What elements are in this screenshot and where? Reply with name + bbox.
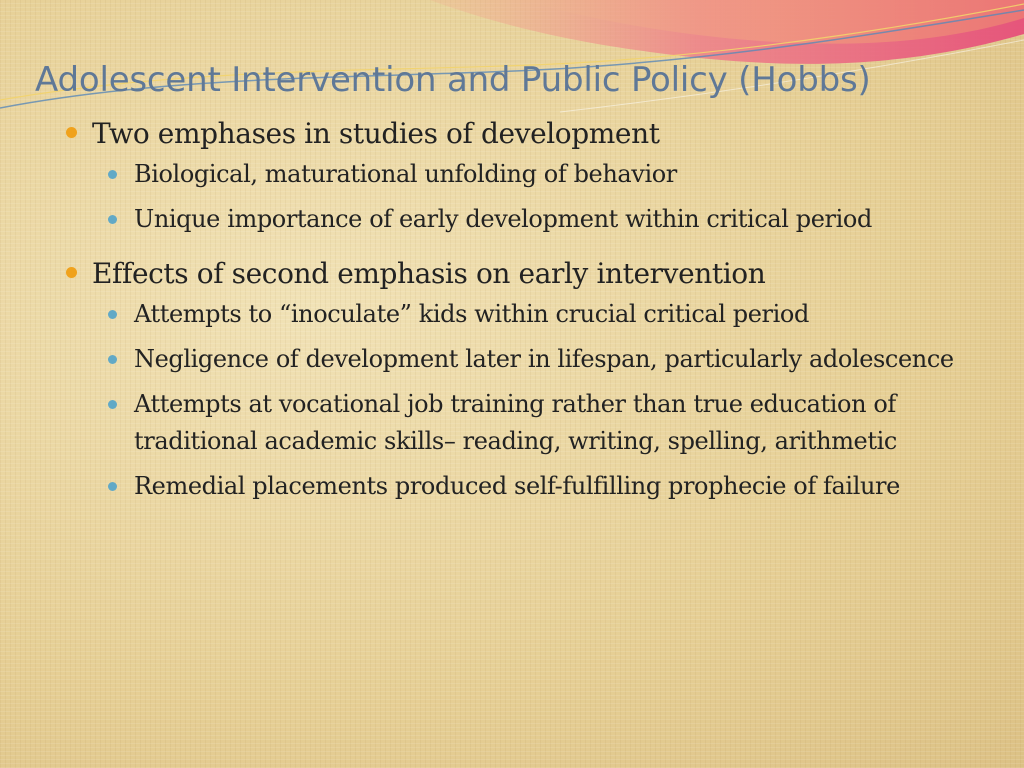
section-two-emphases (62, 116, 982, 238)
level2-text: Remedial placements produced self-fulfilling prophecie of failure (134, 472, 900, 500)
blue-bullet-icon (108, 482, 117, 491)
level2-bullet-item (102, 201, 982, 238)
slide-content (62, 110, 982, 513)
level1-bullet-item (62, 256, 982, 292)
level1-bullet-item (62, 116, 982, 152)
level2-bullet-item (102, 386, 982, 460)
blue-bullet-icon (108, 355, 117, 364)
level2-text: Attempts at vocational job training rather than true education of traditional academic skills– reading, writing, spelling, arithmetic (134, 390, 897, 455)
level2-text: Negligence of development later in lifespan, particularly adolescence (134, 345, 954, 373)
level2-bullet-item (102, 156, 982, 193)
blue-bullet-icon (108, 400, 117, 409)
level2-text: Biological, maturational unfolding of behavior (134, 160, 677, 188)
blue-bullet-icon (108, 215, 117, 224)
blue-bullet-icon (108, 310, 117, 319)
blue-bullet-icon (108, 170, 117, 179)
section-effects (62, 256, 982, 505)
orange-bullet-icon (66, 127, 77, 138)
slide-title: Adolescent Intervention and Public Policy (Hobbs) (35, 60, 871, 100)
level2-bullet-item (102, 468, 982, 505)
level1-text: Two emphases in studies of development (92, 117, 660, 150)
level2-text: Unique importance of early development within critical period (134, 205, 872, 233)
level2-bullet-item (102, 341, 982, 378)
level1-text: Effects of second emphasis on early intervention (92, 257, 766, 290)
level2-text: Attempts to “inoculate” kids within crucial critical period (134, 300, 809, 328)
orange-bullet-icon (66, 267, 77, 278)
level2-bullet-item (102, 296, 982, 333)
